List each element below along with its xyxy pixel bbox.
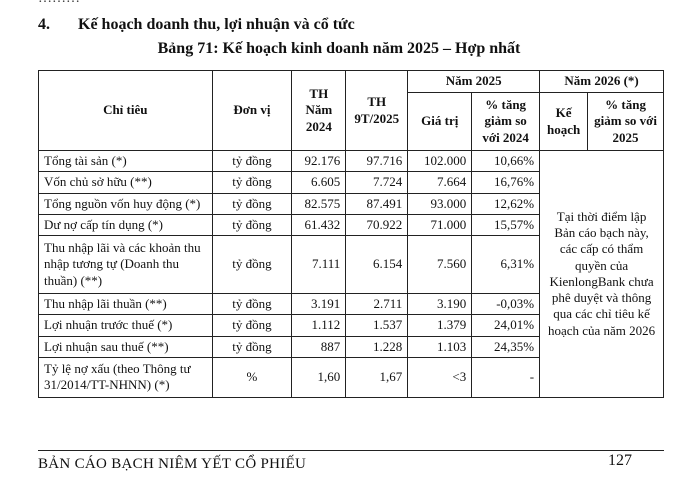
- unit-cell: tỷ đồng: [212, 236, 292, 294]
- th-2024-cell: 1.112: [292, 315, 346, 336]
- value-2025-cell: <3: [408, 357, 472, 397]
- th-2024-cell: 82.575: [292, 193, 346, 214]
- th-9t-2025-cell: 70.922: [346, 214, 408, 235]
- header-plan-2026: Kế hoạch: [540, 93, 588, 151]
- header-change-vs-2024: % tăng giảm so với 2024: [472, 93, 540, 151]
- unit-cell: tỷ đồng: [212, 172, 292, 193]
- th-9t-2025-cell: 1,67: [346, 357, 408, 397]
- indicator-cell: Lợi nhuận sau thuế (**): [39, 336, 213, 357]
- table-title: Bảng 71: Kế hoạch kinh doanh năm 2025 – Hợp nhất: [157, 40, 521, 57]
- unit-cell: tỷ đồng: [212, 336, 292, 357]
- indicator-cell: Tổng tài sản (*): [39, 151, 213, 172]
- value-2025-cell: 1.379: [408, 315, 472, 336]
- section-title: Kế hoạch doanh thu, lợi nhuận và cổ tức: [78, 16, 355, 33]
- th-2024-cell: 887: [292, 336, 346, 357]
- value-2025-cell: 7.664: [408, 172, 472, 193]
- change-2024-cell: -: [472, 357, 540, 397]
- indicator-cell: Tỷ lệ nợ xấu (theo Thông tư 31/2014/TT-NHNN) (*): [39, 357, 213, 397]
- value-2025-cell: 3.190: [408, 294, 472, 315]
- header-th-9t-2025: TH 9T/2025: [346, 71, 408, 151]
- change-2024-cell: 24,35%: [472, 336, 540, 357]
- unit-cell: %: [212, 357, 292, 397]
- indicator-cell: Vốn chủ sở hữu (**): [39, 172, 213, 193]
- th-2024-cell: 3.191: [292, 294, 346, 315]
- indicator-cell: Thu nhập lãi và các khoản thu nhập tương tự (Doanh thu thuần) (**): [39, 236, 213, 294]
- change-2024-cell: 12,62%: [472, 193, 540, 214]
- header-year-2025: Năm 2025: [408, 71, 540, 93]
- header-indicator: Chỉ tiêu: [39, 71, 213, 151]
- section-number: 4.: [38, 16, 50, 33]
- th-9t-2025-cell: 87.491: [346, 193, 408, 214]
- unit-cell: tỷ đồng: [212, 151, 292, 172]
- header-unit: Đơn vị: [212, 71, 292, 151]
- th-9t-2025-cell: 7.724: [346, 172, 408, 193]
- unit-cell: tỷ đồng: [212, 214, 292, 235]
- th-9t-2025-cell: 97.716: [346, 151, 408, 172]
- value-2025-cell: 93.000: [408, 193, 472, 214]
- value-2025-cell: 7.560: [408, 236, 472, 294]
- header-change-vs-2025: % tăng giảm so với 2025: [588, 93, 664, 151]
- indicator-cell: Lợi nhuận trước thuế (*): [39, 315, 213, 336]
- unit-cell: tỷ đồng: [212, 315, 292, 336]
- section-heading: [38, 16, 355, 34]
- indicator-cell: Dư nợ cấp tín dụng (*): [39, 214, 213, 235]
- th-2024-cell: 7.111: [292, 236, 346, 294]
- th-9t-2025-cell: 2.711: [346, 294, 408, 315]
- indicator-cell: Thu nhập lãi thuần (**): [39, 294, 213, 315]
- unit-cell: tỷ đồng: [212, 193, 292, 214]
- change-2024-cell: 10,66%: [472, 151, 540, 172]
- th-9t-2025-cell: 1.537: [346, 315, 408, 336]
- previous-text-fragment: [0, 0, 678, 6]
- page-number: 127: [608, 452, 632, 469]
- footer-divider: [38, 450, 664, 451]
- footer-document-title: BẢN CÁO BẠCH NIÊM YẾT CỔ PHIẾU: [38, 456, 307, 472]
- th-2024-cell: 1,60: [292, 357, 346, 397]
- plan-2026-note: Tại thời điểm lập Bản cáo bạch này, các cấp có thẩm quyền của KienlongBank chưa phê duyệt và thông qua các chỉ tiêu kế hoạch của năm 2026: [540, 151, 664, 398]
- th-2024-cell: 92.176: [292, 151, 346, 172]
- table-row: [39, 151, 664, 172]
- change-2024-cell: 24,01%: [472, 315, 540, 336]
- header-th-2024: TH Năm 2024: [292, 71, 346, 151]
- change-2024-cell: -0,03%: [472, 294, 540, 315]
- unit-cell: tỷ đồng: [212, 294, 292, 315]
- header-year-2026: Năm 2026 (*): [540, 71, 664, 93]
- th-9t-2025-cell: 6.154: [346, 236, 408, 294]
- indicator-cell: Tổng nguồn vốn huy động (*): [39, 193, 213, 214]
- change-2024-cell: 6,31%: [472, 236, 540, 294]
- value-2025-cell: 102.000: [408, 151, 472, 172]
- th-9t-2025-cell: 1.228: [346, 336, 408, 357]
- change-2024-cell: 15,57%: [472, 214, 540, 235]
- th-2024-cell: 61.432: [292, 214, 346, 235]
- value-2025-cell: 71.000: [408, 214, 472, 235]
- change-2024-cell: 16,76%: [472, 172, 540, 193]
- value-2025-cell: 1.103: [408, 336, 472, 357]
- header-value-2025: Giá trị: [408, 93, 472, 151]
- business-plan-table: [38, 70, 664, 398]
- th-2024-cell: 6.605: [292, 172, 346, 193]
